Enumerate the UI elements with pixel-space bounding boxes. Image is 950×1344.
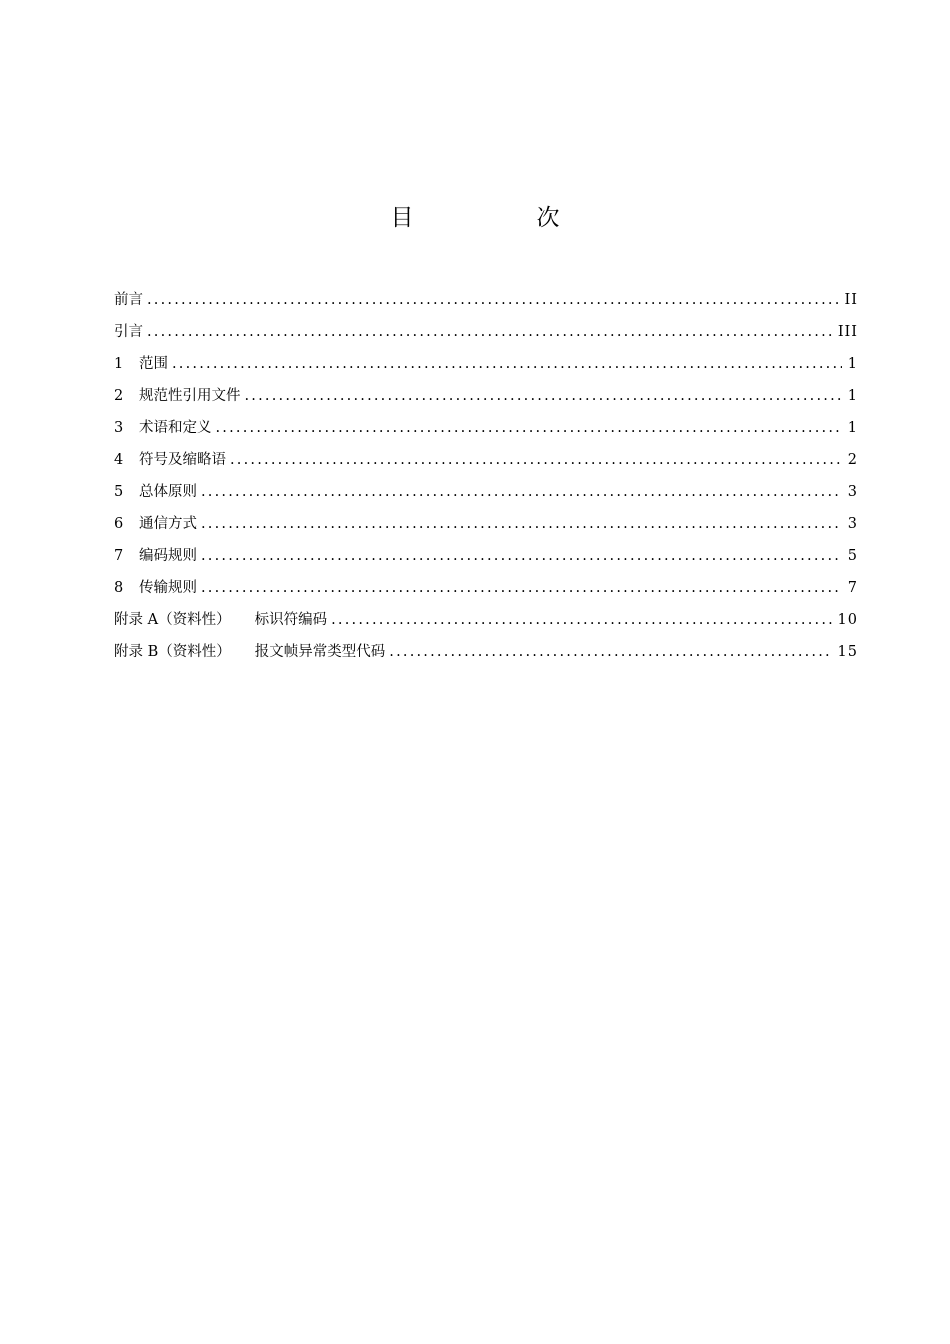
toc-title: 目 次 [390, 205, 610, 231]
toc-entry-normative-references[interactable] [114, 380, 858, 412]
toc-page-number: 3 [847, 516, 858, 532]
toc-leader-dots [201, 572, 842, 604]
toc-leader-dots [201, 508, 842, 540]
toc-entry-label: 通信方式 [139, 516, 197, 532]
toc-page-number: 5 [847, 548, 858, 564]
toc-entry-label: 前言 [114, 292, 143, 308]
toc-page-number: III [837, 324, 858, 340]
toc-entry-number: 8 [114, 580, 124, 596]
toc-entry-scope[interactable] [114, 348, 858, 380]
toc-entry-label: 规范性引用文件 [139, 388, 241, 404]
toc-page-number: 10 [837, 612, 858, 628]
toc-entry-appendix-b[interactable] [114, 636, 858, 668]
toc-entry-label: 传输规则 [139, 580, 197, 596]
toc-entry-label: 术语和定义 [139, 420, 212, 436]
toc-leader-dots [331, 604, 831, 636]
toc-page-number: 1 [847, 388, 858, 404]
table-of-contents [114, 284, 858, 668]
toc-leader-dots [201, 540, 842, 572]
toc-entry-label: 符号及缩略语 [139, 452, 226, 468]
toc-entry-encoding-rules[interactable] [114, 540, 858, 572]
toc-page-number: 2 [847, 452, 858, 468]
toc-entry-foreword[interactable] [114, 284, 858, 316]
toc-entry-label: 标识符编码 [254, 612, 328, 628]
toc-entry-label: 报文帧异常类型代码 [254, 644, 386, 660]
toc-leader-dots [201, 476, 842, 508]
toc-entry-label: 编码规则 [139, 548, 197, 564]
toc-page-number: II [844, 292, 858, 308]
toc-entry-communication-methods[interactable] [114, 508, 858, 540]
toc-entry-number: 4 [114, 452, 124, 468]
toc-entry-number: 1 [114, 356, 124, 372]
toc-entry-number: 5 [114, 484, 124, 500]
toc-page-number: 7 [847, 580, 858, 596]
toc-leader-dots [172, 348, 842, 380]
toc-leader-dots [216, 412, 842, 444]
toc-leader-dots [389, 636, 831, 668]
toc-entry-introduction[interactable] [114, 316, 858, 348]
toc-appendix-tag: 附录 A（资料性） [114, 612, 231, 628]
toc-entry-label: 总体原则 [139, 484, 197, 500]
toc-entry-appendix-a[interactable] [114, 604, 858, 636]
toc-entry-number: 3 [114, 420, 124, 436]
toc-entry-number: 6 [114, 516, 124, 532]
toc-leader-dots [147, 316, 832, 348]
toc-appendix-tag: 附录 B（资料性） [114, 644, 231, 660]
toc-leader-dots [245, 380, 842, 412]
toc-entry-symbols-abbreviations[interactable] [114, 444, 858, 476]
toc-leader-dots [230, 444, 842, 476]
toc-page-number: 15 [837, 644, 858, 660]
toc-entry-label: 范围 [139, 356, 168, 372]
toc-entry-number: 2 [114, 388, 124, 404]
toc-entry-number: 7 [114, 548, 124, 564]
toc-leader-dots [147, 284, 839, 316]
toc-page-number: 3 [847, 484, 858, 500]
toc-entry-general-principles[interactable] [114, 476, 858, 508]
toc-entry-terms-definitions[interactable] [114, 412, 858, 444]
toc-page-number: 1 [847, 420, 858, 436]
toc-page-number: 1 [847, 356, 858, 372]
toc-entry-label: 引言 [114, 324, 143, 340]
toc-entry-transmission-rules[interactable] [114, 572, 858, 604]
